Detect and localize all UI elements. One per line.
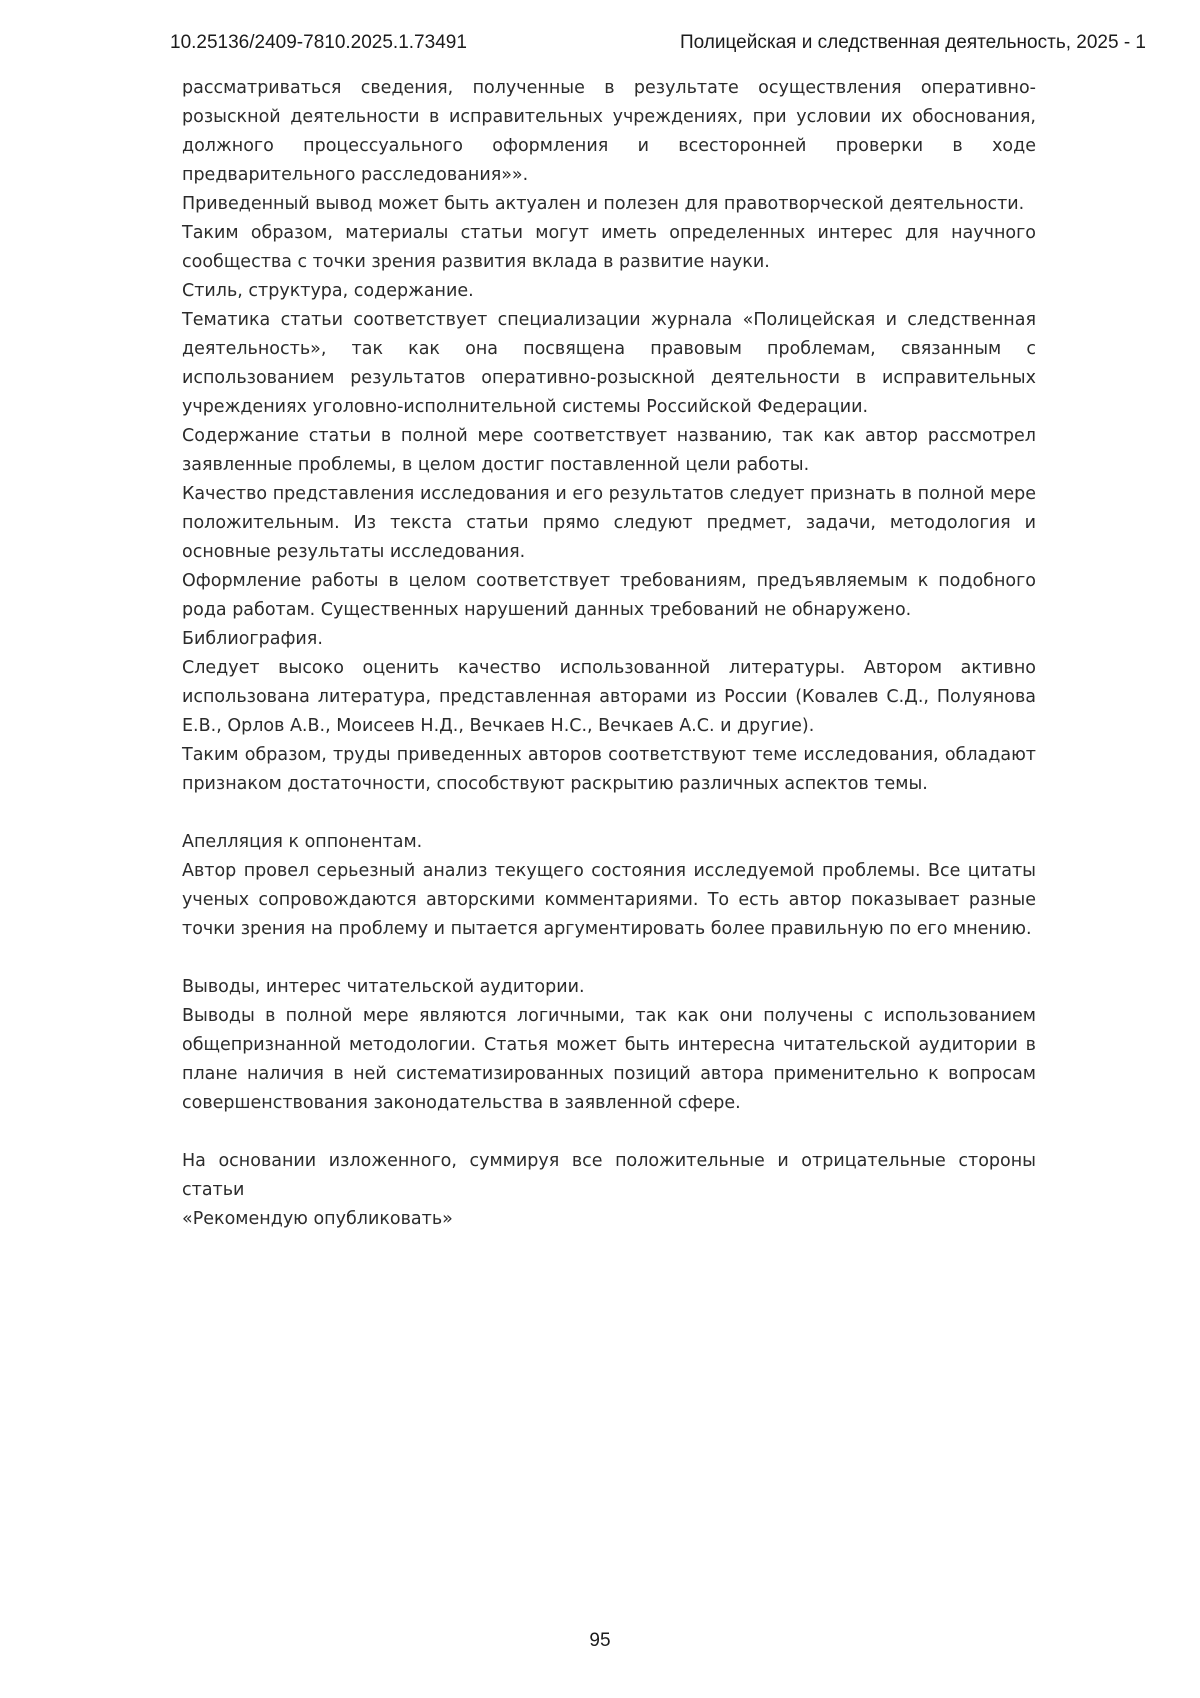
paragraph: Таким образом, материалы статьи могут иметь определенных интерес для научного сообщества с точки зрения развития вклада в развитие науки. — [182, 223, 1036, 272]
paragraph: рассматриваться сведения, полученные в результате осуществления оперативно-розыскной деятельности в исправительных учреждениях, при условии их обоснования, должного процессуального оформления и всесторонней проверки в ходе предварительного расследования»». — [182, 78, 1036, 185]
document-body — [182, 74, 1036, 1234]
journal-title: Полицейская и следственная деятельность, 2025 - 1 — [680, 32, 1146, 53]
paragraph: Следует высоко оценить качество использованной литературы. Автором активно использована литература, представленная авторами из России (Ковалев С.Д., Полуянова Е.В., Орлов А.В., Моисеев Н.Д., Вечкаев Н.С., Вечкаев А.С. и другие). — [182, 658, 1036, 736]
page-footer — [0, 1630, 1200, 1652]
paragraph: Оформление работы в целом соответствует требованиям, предъявляемым к подобного рода работам. Существенных нарушений данных требований не обнаружено. — [182, 571, 1036, 620]
paragraph: Таким образом, труды приведенных авторов соответствуют теме исследования, обладают признаком достаточности, способствуют раскрытию различных аспектов темы. — [182, 745, 1036, 794]
paragraph: Приведенный вывод может быть актуален и полезен для правотворческой деятельности. — [182, 194, 1025, 214]
paragraph: Стиль, структура, содержание. — [182, 281, 474, 301]
page-header — [170, 32, 1146, 54]
paragraph: Автор провел серьезный анализ текущего состояния исследуемой проблемы. Все цитаты ученых сопровождаются авторскими комментариями. То есть автор показывает разные точки зрения на проблему и пытается аргументировать более правильную по его мнению. — [182, 861, 1036, 939]
paragraph: Апелляция к оппонентам. — [182, 832, 423, 852]
doi-label: 10.25136/2409-7810.2025.1.73491 — [170, 32, 467, 53]
paragraph: На основании изложенного, суммируя все положительные и отрицательные стороны статьи — [182, 1151, 1036, 1200]
paragraph: «Рекомендую опубликовать» — [182, 1209, 453, 1229]
paragraph: Качество представления исследования и его результатов следует признать в полной мере положительным. Из текста статьи прямо следуют предмет, задачи, методология и основные результаты исследования. — [182, 484, 1036, 562]
paragraph: Содержание статьи в полной мере соответствует названию, так как автор рассмотрел заявленные проблемы, в целом достиг поставленной цели работы. — [182, 426, 1036, 475]
paragraph: Выводы в полной мере являются логичными, так как они получены с использованием общепризнанной методологии. Статья может быть интересна читательской аудитории в плане наличия в ней систематизированных позиций автора применительно к вопросам совершенствования законодательства в заявленной сфере. — [182, 1006, 1036, 1113]
paragraph: Тематика статьи соответствует специализации журнала «Полицейская и следственная деятельность», так как она посвящена правовым проблемам, связанным с использованием результатов оперативно-розыскной деятельности в исправительных учреждениях уголовно-исполнительной системы Российской Федерации. — [182, 310, 1036, 417]
paragraph: Выводы, интерес читательской аудитории. — [182, 977, 585, 997]
page-number: 95 — [589, 1630, 611, 1651]
paragraph: Библиография. — [182, 629, 323, 649]
